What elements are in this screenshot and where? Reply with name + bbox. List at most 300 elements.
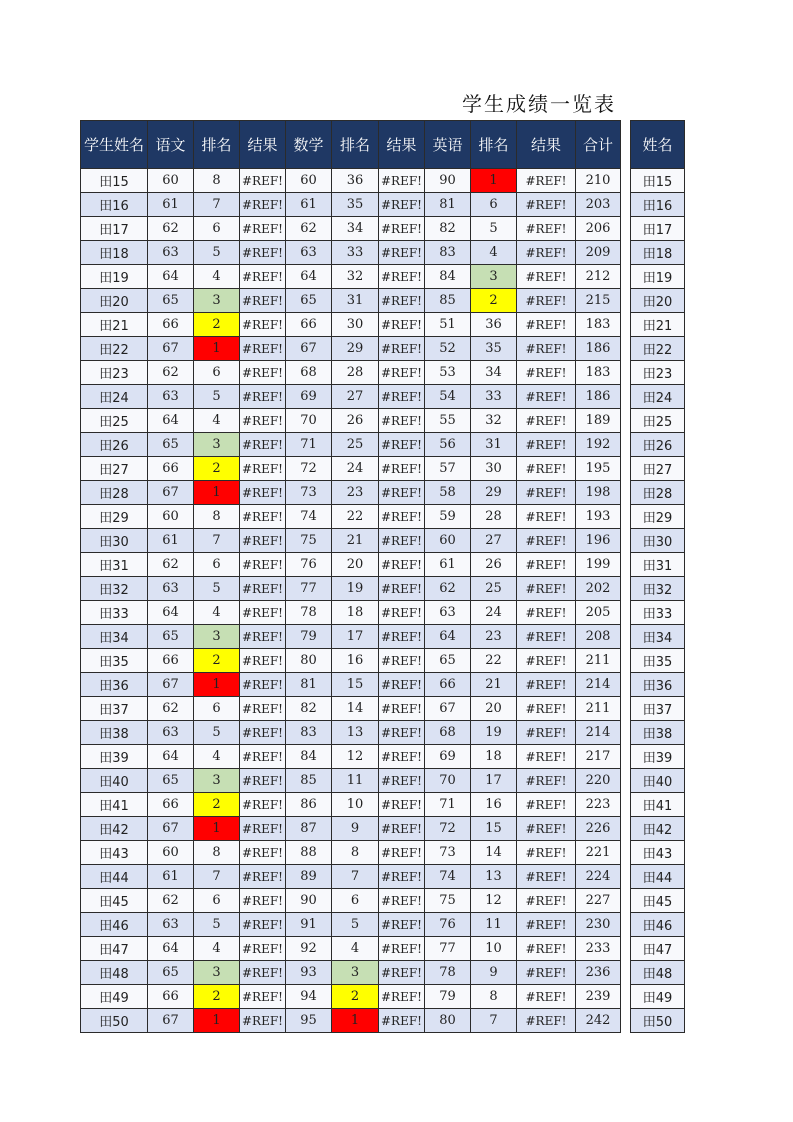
cell-chinese: 63 xyxy=(148,913,194,937)
cell-math-result: #REF! xyxy=(379,985,425,1009)
cell-english-result: #REF! xyxy=(517,985,576,1009)
cell-chinese-result: #REF! xyxy=(240,961,286,985)
cell-english-result: #REF! xyxy=(517,649,576,673)
cell-name: 田37 xyxy=(631,697,685,721)
cell-chinese-result: #REF! xyxy=(240,169,286,193)
cell-chinese-result: #REF! xyxy=(240,889,286,913)
cell-name: 田28 xyxy=(631,481,685,505)
cell-math: 95 xyxy=(286,1009,332,1033)
cell-english-result: #REF! xyxy=(517,913,576,937)
side-table-row xyxy=(631,985,685,1009)
cell-name: 田40 xyxy=(631,769,685,793)
cell-math: 70 xyxy=(286,409,332,433)
table-row xyxy=(81,841,621,865)
cell-math-rank: 4 xyxy=(332,937,379,961)
cell-math-rank: 24 xyxy=(332,457,379,481)
cell-name: 田44 xyxy=(631,865,685,889)
side-table-row xyxy=(631,937,685,961)
cell-math-result: #REF! xyxy=(379,241,425,265)
cell-english-rank: 30 xyxy=(471,457,517,481)
cell-chinese-result: #REF! xyxy=(240,553,286,577)
cell-math-result: #REF! xyxy=(379,865,425,889)
table-row xyxy=(81,625,621,649)
cell-total: 242 xyxy=(576,1009,621,1033)
cell-math-result: #REF! xyxy=(379,577,425,601)
cell-name: 田23 xyxy=(631,361,685,385)
cell-english: 82 xyxy=(425,217,471,241)
cell-total: 198 xyxy=(576,481,621,505)
side-table-row xyxy=(631,889,685,913)
cell-total: 215 xyxy=(576,289,621,313)
header-row xyxy=(81,121,621,169)
cell-math-result: #REF! xyxy=(379,937,425,961)
cell-chinese-rank: 3 xyxy=(194,625,240,649)
cell-math-rank: 11 xyxy=(332,769,379,793)
cell-english: 51 xyxy=(425,313,471,337)
cell-math: 62 xyxy=(286,217,332,241)
name-column-table xyxy=(630,120,685,1033)
cell-english: 73 xyxy=(425,841,471,865)
score-table xyxy=(80,120,621,1033)
side-table-row xyxy=(631,433,685,457)
cell-english-rank: 12 xyxy=(471,889,517,913)
table-row xyxy=(81,529,621,553)
side-header-row xyxy=(631,121,685,169)
cell-math: 92 xyxy=(286,937,332,961)
cell-math-result: #REF! xyxy=(379,697,425,721)
cell-chinese-result: #REF! xyxy=(240,433,286,457)
cell-total: 192 xyxy=(576,433,621,457)
cell-math-rank: 1 xyxy=(332,1009,379,1033)
cell-math-result: #REF! xyxy=(379,481,425,505)
cell-total: 193 xyxy=(576,505,621,529)
cell-english-rank: 32 xyxy=(471,409,517,433)
table-row xyxy=(81,505,621,529)
cell-math-result: #REF! xyxy=(379,793,425,817)
cell-total: 203 xyxy=(576,193,621,217)
cell-english: 61 xyxy=(425,553,471,577)
cell-chinese-result: #REF! xyxy=(240,313,286,337)
cell-chinese-rank: 3 xyxy=(194,769,240,793)
cell-english: 79 xyxy=(425,985,471,1009)
cell-chinese-result: #REF! xyxy=(240,601,286,625)
table-row xyxy=(81,577,621,601)
cell-chinese-rank: 1 xyxy=(194,337,240,361)
cell-student-name: 田26 xyxy=(81,433,148,457)
side-table-row xyxy=(631,169,685,193)
cell-english: 68 xyxy=(425,721,471,745)
side-table-row xyxy=(631,457,685,481)
cell-chinese-result: #REF! xyxy=(240,505,286,529)
cell-english-rank: 24 xyxy=(471,601,517,625)
cell-english-rank: 10 xyxy=(471,937,517,961)
cell-math-result: #REF! xyxy=(379,649,425,673)
table-row xyxy=(81,433,621,457)
cell-chinese-result: #REF! xyxy=(240,289,286,313)
cell-english-result: #REF! xyxy=(517,721,576,745)
table-row xyxy=(81,553,621,577)
cell-student-name: 田30 xyxy=(81,529,148,553)
cell-total: 214 xyxy=(576,721,621,745)
cell-english-result: #REF! xyxy=(517,409,576,433)
cell-total: 208 xyxy=(576,625,621,649)
cell-name: 田27 xyxy=(631,457,685,481)
cell-chinese-rank: 5 xyxy=(194,913,240,937)
table-row xyxy=(81,1009,621,1033)
side-table-row xyxy=(631,841,685,865)
cell-math-result: #REF! xyxy=(379,193,425,217)
cell-english-rank: 29 xyxy=(471,481,517,505)
cell-english-result: #REF! xyxy=(517,745,576,769)
cell-english: 63 xyxy=(425,601,471,625)
cell-student-name: 田43 xyxy=(81,841,148,865)
cell-english-result: #REF! xyxy=(517,529,576,553)
cell-total: 224 xyxy=(576,865,621,889)
header-chinese-rank: 排名 xyxy=(194,121,240,169)
cell-total: 227 xyxy=(576,889,621,913)
cell-chinese-rank: 4 xyxy=(194,265,240,289)
cell-chinese-result: #REF! xyxy=(240,745,286,769)
cell-english-rank: 26 xyxy=(471,553,517,577)
cell-student-name: 田47 xyxy=(81,937,148,961)
cell-total: 202 xyxy=(576,577,621,601)
cell-math-rank: 21 xyxy=(332,529,379,553)
cell-math-rank: 30 xyxy=(332,313,379,337)
cell-chinese-rank: 2 xyxy=(194,793,240,817)
cell-english-result: #REF! xyxy=(517,265,576,289)
cell-english-result: #REF! xyxy=(517,385,576,409)
cell-math-result: #REF! xyxy=(379,889,425,913)
cell-english-rank: 36 xyxy=(471,313,517,337)
cell-math-result: #REF! xyxy=(379,961,425,985)
cell-math-result: #REF! xyxy=(379,553,425,577)
cell-chinese-result: #REF! xyxy=(240,361,286,385)
cell-chinese-result: #REF! xyxy=(240,265,286,289)
cell-chinese-rank: 6 xyxy=(194,889,240,913)
cell-english: 85 xyxy=(425,289,471,313)
cell-chinese-rank: 2 xyxy=(194,985,240,1009)
cell-student-name: 田46 xyxy=(81,913,148,937)
cell-math: 84 xyxy=(286,745,332,769)
cell-english-result: #REF! xyxy=(517,241,576,265)
cell-chinese-result: #REF! xyxy=(240,337,286,361)
cell-math-rank: 26 xyxy=(332,409,379,433)
cell-chinese-result: #REF! xyxy=(240,865,286,889)
side-table-row xyxy=(631,745,685,769)
cell-total: 186 xyxy=(576,337,621,361)
cell-name: 田24 xyxy=(631,385,685,409)
side-table-row xyxy=(631,649,685,673)
cell-math-rank: 2 xyxy=(332,985,379,1009)
cell-chinese-rank: 2 xyxy=(194,313,240,337)
cell-math: 73 xyxy=(286,481,332,505)
cell-math: 86 xyxy=(286,793,332,817)
cell-chinese-rank: 1 xyxy=(194,817,240,841)
cell-english-rank: 23 xyxy=(471,625,517,649)
cell-chinese-rank: 4 xyxy=(194,937,240,961)
cell-english-rank: 34 xyxy=(471,361,517,385)
cell-math-result: #REF! xyxy=(379,217,425,241)
side-table-row xyxy=(631,913,685,937)
cell-english-result: #REF! xyxy=(517,361,576,385)
cell-chinese: 67 xyxy=(148,1009,194,1033)
cell-chinese: 62 xyxy=(148,361,194,385)
cell-chinese-rank: 4 xyxy=(194,601,240,625)
header-name: 姓名 xyxy=(631,121,685,169)
cell-english-rank: 21 xyxy=(471,673,517,697)
cell-student-name: 田33 xyxy=(81,601,148,625)
cell-chinese-rank: 3 xyxy=(194,289,240,313)
cell-math: 74 xyxy=(286,505,332,529)
cell-chinese: 66 xyxy=(148,985,194,1009)
cell-name: 田15 xyxy=(631,169,685,193)
side-table-row xyxy=(631,865,685,889)
cell-math-result: #REF! xyxy=(379,457,425,481)
side-table-row xyxy=(631,625,685,649)
cell-english: 58 xyxy=(425,481,471,505)
cell-chinese-result: #REF! xyxy=(240,241,286,265)
cell-name: 田43 xyxy=(631,841,685,865)
cell-chinese: 63 xyxy=(148,577,194,601)
cell-english-result: #REF! xyxy=(517,841,576,865)
cell-math-result: #REF! xyxy=(379,817,425,841)
cell-chinese-rank: 5 xyxy=(194,721,240,745)
cell-english: 84 xyxy=(425,265,471,289)
cell-english-rank: 25 xyxy=(471,577,517,601)
cell-english-result: #REF! xyxy=(517,1009,576,1033)
cell-english: 70 xyxy=(425,769,471,793)
cell-math-result: #REF! xyxy=(379,913,425,937)
cell-math-rank: 23 xyxy=(332,481,379,505)
cell-total: 195 xyxy=(576,457,621,481)
cell-math-result: #REF! xyxy=(379,745,425,769)
cell-english-rank: 15 xyxy=(471,817,517,841)
cell-math-rank: 9 xyxy=(332,817,379,841)
cell-english-rank: 11 xyxy=(471,913,517,937)
cell-english: 60 xyxy=(425,529,471,553)
cell-math: 65 xyxy=(286,289,332,313)
cell-student-name: 田44 xyxy=(81,865,148,889)
cell-math: 75 xyxy=(286,529,332,553)
side-table-row xyxy=(631,769,685,793)
side-table-row xyxy=(631,481,685,505)
cell-english: 74 xyxy=(425,865,471,889)
cell-math-rank: 13 xyxy=(332,721,379,745)
cell-name: 田34 xyxy=(631,625,685,649)
cell-math-result: #REF! xyxy=(379,289,425,313)
table-row xyxy=(81,385,621,409)
table-row xyxy=(81,457,621,481)
cell-student-name: 田36 xyxy=(81,673,148,697)
cell-student-name: 田38 xyxy=(81,721,148,745)
cell-name: 田18 xyxy=(631,241,685,265)
cell-english: 76 xyxy=(425,913,471,937)
cell-student-name: 田23 xyxy=(81,361,148,385)
cell-chinese: 67 xyxy=(148,481,194,505)
cell-chinese-result: #REF! xyxy=(240,1009,286,1033)
cell-total: 223 xyxy=(576,793,621,817)
cell-chinese-result: #REF! xyxy=(240,217,286,241)
cell-math-rank: 16 xyxy=(332,649,379,673)
cell-english-rank: 6 xyxy=(471,193,517,217)
cell-chinese-rank: 8 xyxy=(194,841,240,865)
cell-name: 田33 xyxy=(631,601,685,625)
side-table-row xyxy=(631,337,685,361)
cell-chinese: 64 xyxy=(148,265,194,289)
cell-math-result: #REF! xyxy=(379,601,425,625)
cell-chinese: 64 xyxy=(148,601,194,625)
side-table-row xyxy=(631,721,685,745)
cell-math-rank: 14 xyxy=(332,697,379,721)
cell-math: 85 xyxy=(286,769,332,793)
cell-student-name: 田31 xyxy=(81,553,148,577)
cell-total: 211 xyxy=(576,697,621,721)
cell-math-rank: 8 xyxy=(332,841,379,865)
cell-math-result: #REF! xyxy=(379,337,425,361)
table-row xyxy=(81,865,621,889)
cell-math: 88 xyxy=(286,841,332,865)
cell-english: 64 xyxy=(425,625,471,649)
cell-math-result: #REF! xyxy=(379,265,425,289)
cell-english: 83 xyxy=(425,241,471,265)
cell-chinese-result: #REF! xyxy=(240,673,286,697)
cell-total: 183 xyxy=(576,361,621,385)
cell-student-name: 田41 xyxy=(81,793,148,817)
table-row xyxy=(81,289,621,313)
cell-name: 田38 xyxy=(631,721,685,745)
cell-chinese: 65 xyxy=(148,625,194,649)
cell-english-rank: 4 xyxy=(471,241,517,265)
cell-math-rank: 25 xyxy=(332,433,379,457)
cell-english: 59 xyxy=(425,505,471,529)
cell-english-result: #REF! xyxy=(517,313,576,337)
cell-chinese: 64 xyxy=(148,409,194,433)
cell-english-result: #REF! xyxy=(517,337,576,361)
side-table-row xyxy=(631,313,685,337)
side-table-row xyxy=(631,241,685,265)
cell-chinese-result: #REF! xyxy=(240,529,286,553)
cell-chinese-rank: 8 xyxy=(194,505,240,529)
cell-chinese: 65 xyxy=(148,961,194,985)
cell-name: 田25 xyxy=(631,409,685,433)
cell-english: 55 xyxy=(425,409,471,433)
cell-english-result: #REF! xyxy=(517,433,576,457)
cell-chinese-rank: 1 xyxy=(194,673,240,697)
cell-name: 田17 xyxy=(631,217,685,241)
cell-math-rank: 32 xyxy=(332,265,379,289)
cell-math-result: #REF! xyxy=(379,505,425,529)
cell-english-result: #REF! xyxy=(517,169,576,193)
cell-math-rank: 20 xyxy=(332,553,379,577)
cell-student-name: 田20 xyxy=(81,289,148,313)
cell-student-name: 田42 xyxy=(81,817,148,841)
cell-chinese: 65 xyxy=(148,433,194,457)
cell-chinese: 65 xyxy=(148,289,194,313)
cell-name: 田35 xyxy=(631,649,685,673)
cell-math: 67 xyxy=(286,337,332,361)
cell-math-rank: 18 xyxy=(332,601,379,625)
cell-name: 田50 xyxy=(631,1009,685,1033)
cell-chinese: 62 xyxy=(148,889,194,913)
cell-chinese-result: #REF! xyxy=(240,457,286,481)
cell-math-result: #REF! xyxy=(379,625,425,649)
table-row xyxy=(81,313,621,337)
cell-math-rank: 6 xyxy=(332,889,379,913)
cell-student-name: 田27 xyxy=(81,457,148,481)
cell-total: 230 xyxy=(576,913,621,937)
cell-english: 75 xyxy=(425,889,471,913)
cell-math-result: #REF! xyxy=(379,721,425,745)
cell-math-rank: 7 xyxy=(332,865,379,889)
table-row xyxy=(81,481,621,505)
cell-chinese: 60 xyxy=(148,505,194,529)
cell-chinese-rank: 7 xyxy=(194,529,240,553)
table-row xyxy=(81,721,621,745)
table-row xyxy=(81,193,621,217)
table-row xyxy=(81,337,621,361)
cell-math-rank: 3 xyxy=(332,961,379,985)
header-math: 数学 xyxy=(286,121,332,169)
cell-student-name: 田25 xyxy=(81,409,148,433)
cell-chinese-rank: 6 xyxy=(194,361,240,385)
cell-chinese: 63 xyxy=(148,721,194,745)
cell-english-result: #REF! xyxy=(517,769,576,793)
cell-math: 63 xyxy=(286,241,332,265)
cell-math-result: #REF! xyxy=(379,529,425,553)
table-row xyxy=(81,361,621,385)
cell-math: 78 xyxy=(286,601,332,625)
cell-english-rank: 19 xyxy=(471,721,517,745)
cell-math: 89 xyxy=(286,865,332,889)
cell-english-result: #REF! xyxy=(517,673,576,697)
cell-chinese: 66 xyxy=(148,793,194,817)
cell-chinese: 67 xyxy=(148,673,194,697)
cell-student-name: 田37 xyxy=(81,697,148,721)
cell-math: 77 xyxy=(286,577,332,601)
cell-english: 57 xyxy=(425,457,471,481)
side-table-row xyxy=(631,193,685,217)
cell-chinese: 64 xyxy=(148,937,194,961)
cell-chinese: 62 xyxy=(148,217,194,241)
header-math-rank: 排名 xyxy=(332,121,379,169)
cell-chinese-result: #REF! xyxy=(240,841,286,865)
cell-chinese-result: #REF! xyxy=(240,697,286,721)
cell-chinese: 67 xyxy=(148,817,194,841)
cell-math-rank: 35 xyxy=(332,193,379,217)
cell-chinese-rank: 1 xyxy=(194,1009,240,1033)
cell-chinese-rank: 4 xyxy=(194,409,240,433)
cell-name: 田19 xyxy=(631,265,685,289)
cell-math-rank: 27 xyxy=(332,385,379,409)
table-row xyxy=(81,913,621,937)
cell-english-rank: 35 xyxy=(471,337,517,361)
table-row xyxy=(81,673,621,697)
table-row xyxy=(81,241,621,265)
side-table-row xyxy=(631,697,685,721)
header-english-rank: 排名 xyxy=(471,121,517,169)
side-table-row xyxy=(631,1009,685,1033)
cell-total: 214 xyxy=(576,673,621,697)
table-row xyxy=(81,601,621,625)
table-row xyxy=(81,697,621,721)
header-english: 英语 xyxy=(425,121,471,169)
side-table-row xyxy=(631,361,685,385)
cell-total: 221 xyxy=(576,841,621,865)
cell-chinese: 66 xyxy=(148,649,194,673)
cell-chinese: 65 xyxy=(148,769,194,793)
cell-english-rank: 13 xyxy=(471,865,517,889)
side-table-row xyxy=(631,961,685,985)
